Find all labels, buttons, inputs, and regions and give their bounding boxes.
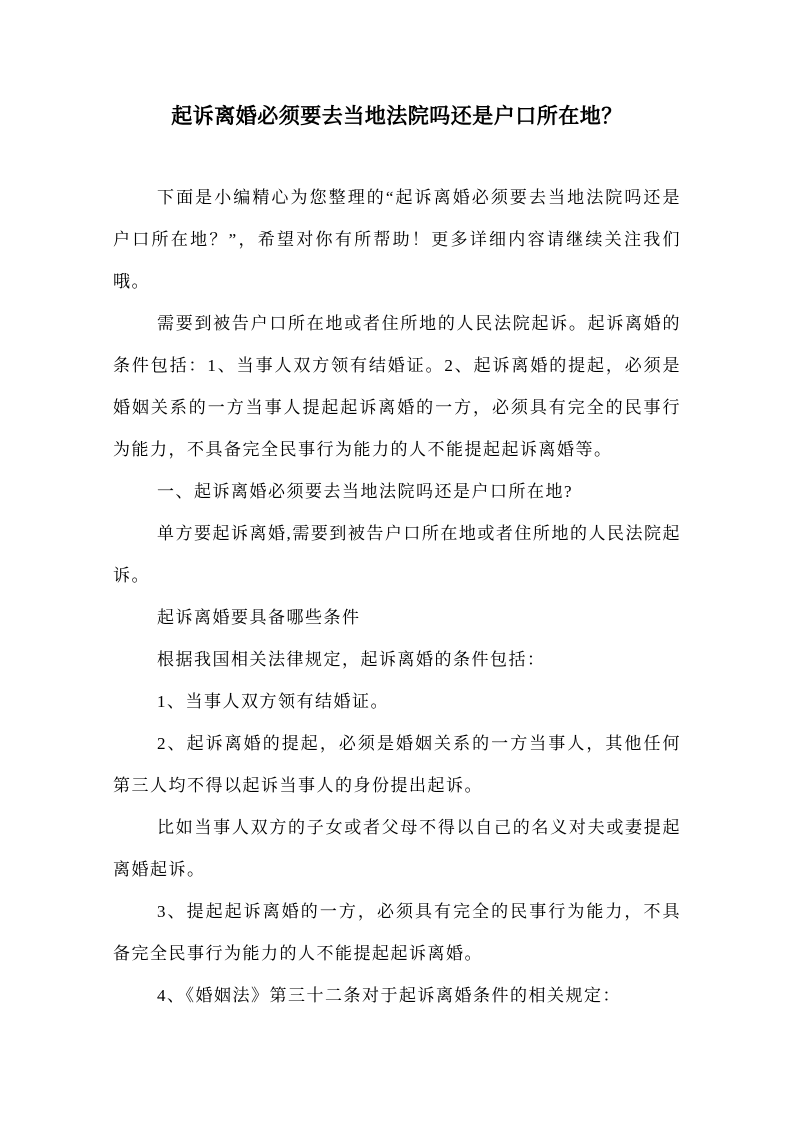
paragraph-condition-1: 1、当事人双方领有结婚证。: [157, 692, 389, 711]
section-heading-one: 一、起诉离婚必须要去当地法院吗还是户口所在地?: [157, 482, 574, 501]
paragraph-condition-2-example: 比如当事人双方的子女或者父母不得以自己的名义对夫或妻提起离婚起诉。: [113, 818, 681, 879]
paragraph-conditions-intro: 根据我国相关法律规定，起诉离婚的条件包括：: [157, 650, 546, 669]
paragraph-condition-2: 2、起诉离婚的提起，必须是婚姻关系的一方当事人，其他任何第三人均不得以起诉当事人的身份提出起诉。: [113, 734, 681, 795]
page-title: 起诉离婚必须要去当地法院吗还是户口所在地？: [171, 104, 623, 128]
paragraph-section-one: 单方要起诉离婚,需要到被告户口所在地或者住所地的人民法院起诉。: [113, 524, 681, 585]
paragraph-condition-4: 4、《婚姻法》第三十二条对于起诉离婚条件的相关规定：: [157, 986, 621, 1005]
paragraph-answer: 需要到被告户口所在地或者住所地的人民法院起诉。起诉离婚的条件包括：1、当事人双方领有结婚证。2、起诉离婚的提起，必须是婚姻关系的一方当事人提起起诉离婚的一方，必须具有完全的民事行为能力，不具备完全民事行为能力的人不能提起起诉离婚等。: [113, 314, 681, 459]
paragraph-intro: 下面是小编精心为您整理的“起诉离婚必须要去当地法院吗还是户口所在地？”，希望对你有所帮助！更多详细内容请继续关注我们哦。: [113, 188, 681, 291]
section-heading-conditions: 起诉离婚要具备哪些条件: [157, 608, 361, 627]
paragraph-condition-3: 3、提起起诉离婚的一方，必须具有完全的民事行为能力，不具备完全民事行为能力的人不能提起起诉离婚。: [113, 902, 681, 963]
document-body: [113, 177, 681, 1017]
